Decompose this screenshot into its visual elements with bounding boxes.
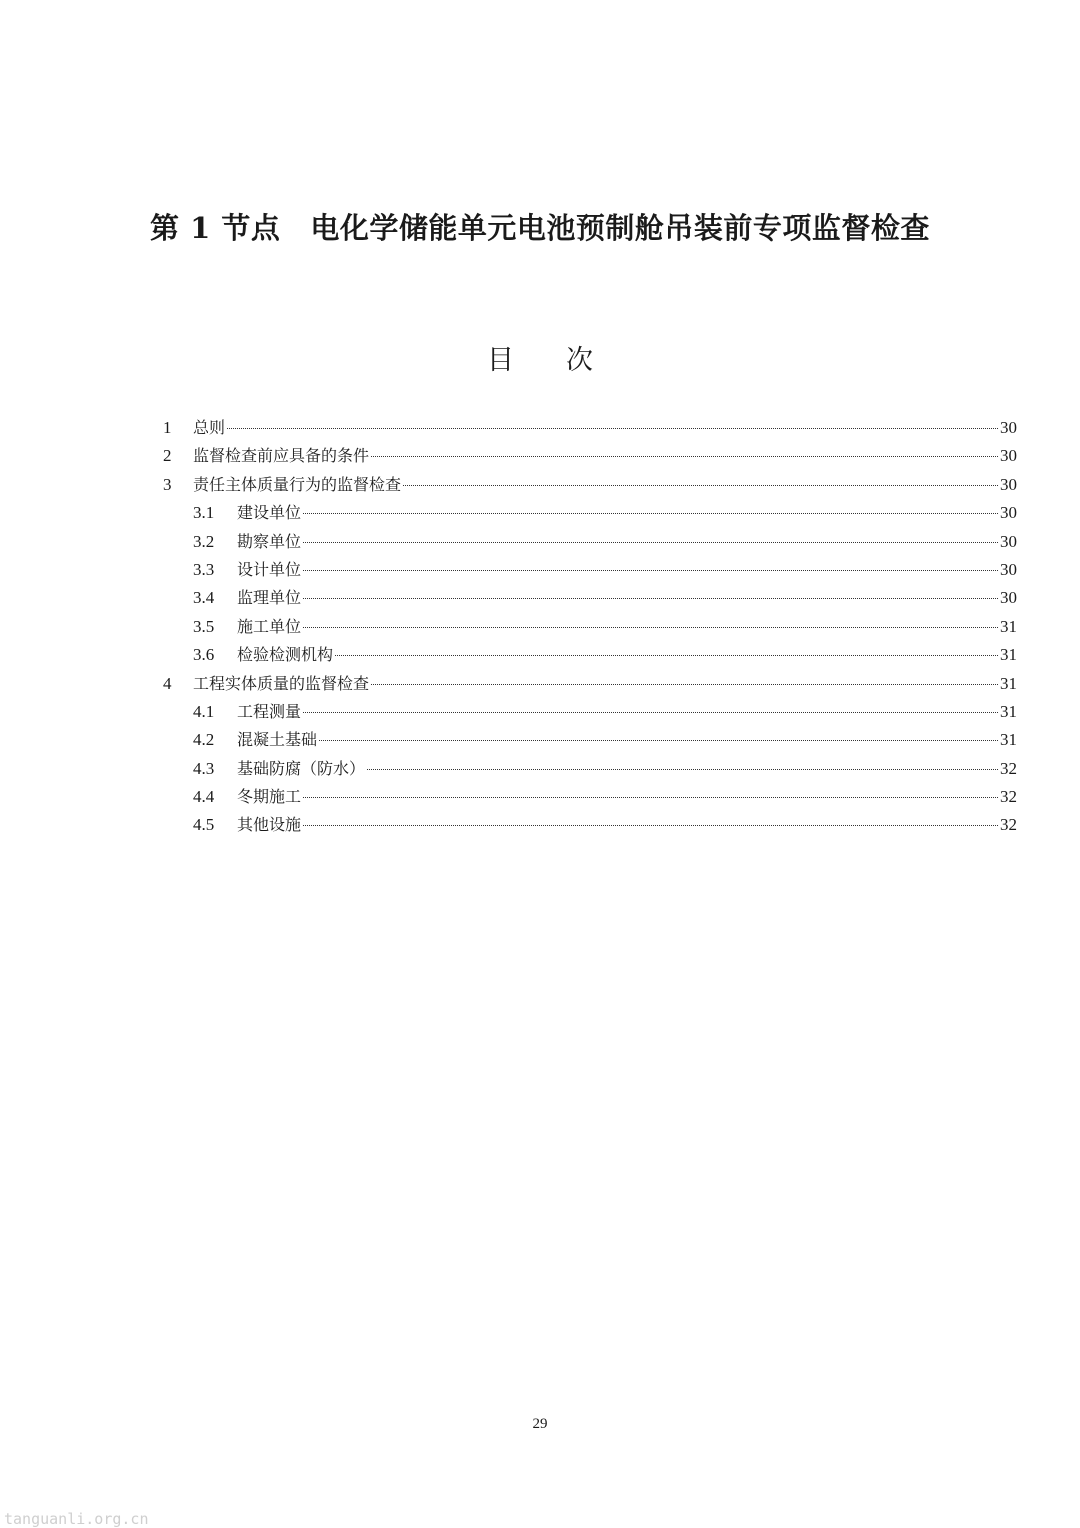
toc-entry-label: 建设单位 [237, 503, 302, 523]
toc-entry-label: 冬期施工 [237, 787, 302, 807]
toc-entry-label: 总则 [193, 418, 226, 437]
toc-entry[interactable] [163, 642, 1017, 670]
toc-entry-number: 3.4 [193, 588, 215, 608]
table-of-contents [163, 415, 1017, 841]
toc-dot-leader [335, 655, 998, 656]
toc-dot-leader [319, 740, 998, 741]
toc-dot-leader [227, 428, 998, 429]
toc-entry-page: 32 [1000, 787, 1017, 807]
toc-entry-label: 工程实体质量的监督检查 [193, 673, 370, 693]
toc-entry-label: 检验检测机构 [237, 645, 334, 665]
toc-entry[interactable] [163, 614, 1017, 642]
toc-dot-leader [303, 797, 998, 798]
toc-entry-page: 30 [1000, 474, 1017, 494]
toc-entry-number: 3.3 [193, 559, 215, 579]
toc-dot-leader [303, 570, 998, 571]
toc-heading-left: 目 [487, 345, 514, 376]
toc-dot-leader [303, 825, 998, 826]
toc-entry[interactable] [163, 671, 1017, 699]
toc-dot-leader [303, 542, 998, 543]
toc-entry-number: 4 [163, 673, 172, 693]
toc-entry-label: 施工单位 [237, 616, 302, 636]
toc-entry-page: 30 [1000, 446, 1017, 466]
toc-entry-number: 4.3 [193, 758, 215, 778]
toc-dot-leader [303, 627, 998, 628]
toc-entry-number: 4.5 [193, 815, 215, 835]
toc-dot-leader [367, 769, 998, 770]
toc-entry[interactable] [163, 585, 1017, 613]
toc-entry-number: 3.5 [193, 616, 215, 636]
toc-entry-page: 30 [1000, 503, 1017, 523]
toc-dot-leader [303, 712, 998, 713]
watermark: tanguanli.org.cn [4, 1510, 149, 1528]
toc-entry-page: 31 [1000, 616, 1017, 636]
toc-entry-page: 30 [1000, 531, 1017, 551]
toc-entry-number: 2 [163, 446, 172, 466]
page-number: 29 [532, 1416, 548, 1432]
toc-entry-label: 勘察单位 [237, 531, 302, 551]
toc-entry-number: 4.1 [193, 701, 215, 721]
toc-dot-leader [403, 485, 998, 486]
toc-entry[interactable] [163, 529, 1017, 557]
section-prefix: 第 1 节点 [150, 211, 281, 245]
toc-entry[interactable] [163, 756, 1017, 784]
toc-dot-leader [303, 598, 998, 599]
toc-entry[interactable] [163, 784, 1017, 812]
toc-entry[interactable] [163, 500, 1017, 528]
toc-entry[interactable] [163, 415, 1017, 443]
toc-entry-label: 责任主体质量行为的监督检查 [193, 474, 402, 494]
toc-entry-page: 31 [1000, 673, 1017, 693]
toc-entry-number: 4.2 [193, 730, 215, 750]
section-title [0, 206, 1080, 247]
toc-entry[interactable] [163, 557, 1017, 585]
toc-entry-label: 设计单位 [237, 559, 302, 579]
toc-entry-label: 工程测量 [237, 701, 302, 721]
toc-entry-number: 1 [163, 418, 172, 437]
toc-entry[interactable] [163, 812, 1017, 840]
toc-entry-number: 3 [163, 474, 172, 494]
toc-dot-leader [371, 684, 998, 685]
toc-heading [0, 338, 1080, 377]
toc-entry-number: 3.6 [193, 645, 215, 665]
toc-heading-right: 次 [566, 345, 593, 376]
toc-entry-page: 31 [1000, 730, 1017, 750]
toc-entry-label: 监理单位 [237, 588, 302, 608]
toc-dot-leader [303, 513, 998, 514]
toc-entry-page: 31 [1000, 701, 1017, 721]
toc-entry[interactable] [163, 699, 1017, 727]
toc-entry-page: 32 [1000, 815, 1017, 835]
toc-entry-label: 其他设施 [237, 815, 302, 835]
toc-entry[interactable] [163, 727, 1017, 755]
toc-entry-page: 30 [1000, 418, 1017, 437]
toc-entry-number: 4.4 [193, 787, 215, 807]
toc-entry-label: 监督检查前应具备的条件 [193, 446, 370, 466]
toc-entry-page: 31 [1000, 645, 1017, 665]
toc-dot-leader [371, 456, 998, 457]
toc-entry-label: 混凝土基础 [237, 730, 318, 750]
toc-entry-page: 30 [1000, 559, 1017, 579]
toc-entry-number: 3.1 [193, 503, 215, 523]
toc-entry-page: 32 [1000, 758, 1017, 778]
toc-entry[interactable] [163, 443, 1017, 471]
toc-entry-label: 基础防腐（防水） [237, 758, 366, 778]
toc-entry[interactable] [163, 472, 1017, 500]
section-title-text: 电化学储能单元电池预制舱吊装前专项监督检查 [310, 211, 930, 245]
toc-entry-number: 3.2 [193, 531, 215, 551]
toc-entry-page: 30 [1000, 588, 1017, 608]
